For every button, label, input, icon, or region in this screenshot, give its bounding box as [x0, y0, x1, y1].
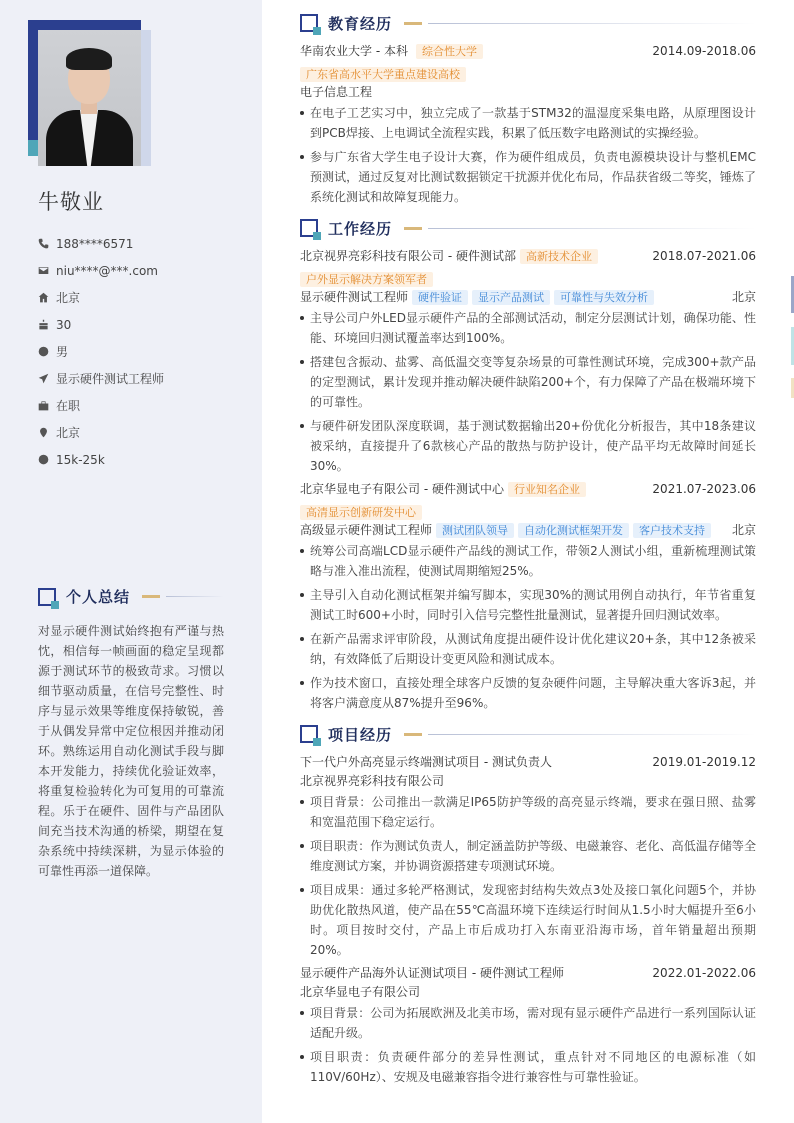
project-name-row: [300, 753, 756, 772]
section-accent-bar: [404, 22, 422, 25]
location-pin-icon: [38, 427, 56, 438]
summary-section: [38, 586, 224, 881]
education-tag: 综合性大学: [416, 44, 483, 59]
email-icon: [38, 265, 56, 276]
job-entry: [300, 247, 756, 476]
skill-tag: 硬件验证: [412, 290, 468, 305]
phone-icon: [38, 238, 56, 249]
job-city: 北京: [731, 290, 756, 304]
project-company: 北京华显电子有限公司: [300, 985, 421, 999]
skill-tag: 可靠性与失效分析: [554, 290, 654, 305]
education-bullets: [300, 103, 756, 207]
main-content: [300, 12, 756, 1097]
job-role-row: [300, 288, 756, 307]
section-divider: [428, 23, 756, 24]
list-item: 在新产品需求评审阶段，从测试角度提出硬件设计优化建议20+条，其中12条被采纳，有效降低了后期设计变更风险和测试成本。: [300, 629, 756, 669]
section-divider: [428, 228, 756, 229]
job-bullets: [300, 308, 756, 476]
education-row: [300, 42, 756, 61]
info-gender-text: 男: [56, 345, 69, 359]
info-gender: [38, 338, 164, 365]
section-square-icon: [300, 725, 318, 743]
info-salary-text: 15k-25k: [56, 452, 105, 467]
section-divider: [428, 734, 756, 735]
projects-section: [300, 723, 756, 1087]
skill-tag: 测试团队领导: [436, 523, 514, 538]
home-icon: [38, 292, 56, 303]
job-date: 2021.07-2023.06: [652, 482, 756, 496]
list-item: 项目职责：负责硬件部分的差异性测试，重点针对不同地区的电源标准（如110V/60Hz）、安规及电磁兼容指令进行兼容性与可靠性验证。: [300, 1047, 756, 1087]
info-phone-text: 188****6571: [56, 236, 134, 251]
send-icon: [38, 373, 56, 384]
project-bullets: [300, 1003, 756, 1087]
company-tag: 高新技术企业: [520, 249, 598, 264]
profile-photo: [38, 30, 141, 166]
section-accent-bar: [404, 227, 422, 230]
education-title: 教育经历: [328, 14, 393, 33]
list-item: 主导公司户外LED显示硬件产品的全部测试活动，制定分层测试计划，确保功能、性能、环境回归测试覆盖率达到100%。: [300, 308, 756, 348]
list-item: 搭建包含振动、盐雾、高低温交变等复杂场景的可靠性测试环境，完成300+款产品的定型测试，累计发现并推动解决硬件缺陷200+个，有力保障了产品在极端环境下的可靠性。: [300, 352, 756, 412]
info-age-text: 30: [56, 317, 72, 332]
info-target-position: [38, 365, 164, 392]
info-email-text: niu****@***.com: [56, 263, 158, 278]
job-company-row: [300, 247, 756, 266]
education-date: 2014.09-2018.06: [652, 44, 756, 58]
job-city: 北京: [731, 523, 756, 537]
work-section: [300, 217, 756, 713]
info-phone: [38, 230, 164, 257]
project-company: 北京视界亮彩科技有限公司: [300, 774, 445, 788]
company-tag-line: [300, 501, 756, 520]
section-square-icon: [300, 14, 318, 32]
list-item: 与硬件研发团队深度联调，基于测试数据输出20+份优化分析报告，其中18条建议被采纳，直接提升了6款核心产品的散热与防护设计，使产品平均无故障时间延长30%。: [300, 416, 756, 476]
education-tag-line: [300, 63, 756, 82]
sidebar: [0, 0, 262, 1123]
section-square-icon: [38, 588, 56, 606]
gender-icon: [38, 346, 56, 357]
education-school: 华南农业大学 - 本科: [300, 44, 408, 58]
photo-frame-accent: [28, 140, 38, 156]
info-status-text: 在职: [56, 399, 81, 413]
project-entry: [300, 964, 756, 1087]
info-hometown: [38, 284, 164, 311]
salary-icon: [38, 454, 56, 465]
education-tag: 广东省高水平大学重点建设高校: [300, 67, 466, 82]
info-target-city-text: 北京: [56, 426, 81, 440]
contact-info-list: [38, 230, 164, 473]
projects-header: [300, 723, 756, 745]
job-role-row: [300, 521, 756, 540]
job-company: 北京华显电子有限公司 - 硬件测试中心: [300, 482, 504, 496]
project-date: 2019.01-2019.12: [652, 755, 756, 769]
project-date: 2022.01-2022.06: [652, 966, 756, 980]
job-entry: [300, 480, 756, 713]
education-header: [300, 12, 756, 34]
list-item: 在电子工艺实习中，独立完成了一款基于STM32的温湿度采集电路，从原理图设计到PCB焊接、上电调试全流程实践，积累了低压数字电路测试的实操经验。: [300, 103, 756, 143]
list-item: 作为技术窗口，直接处理全球客户反馈的复杂硬件问题，主导解决重大客诉3起，并将客户满意度从87%提升至96%。: [300, 673, 756, 713]
project-name: 下一代户外高亮显示终端测试项目 - 测试负责人: [300, 755, 552, 769]
job-role: 高级显示硬件测试工程师: [300, 523, 433, 537]
list-item: 项目成果：通过多轮严格测试，发现密封结构失效点3处及接口氧化问题5个，并协助优化散热风道，使产品在55℃高温环境下连续运行时间从1.5小时大幅提升至6小时。项目按时交付，产品上市后成功打入东南亚沿海市场，首年销量超出预期20%。: [300, 880, 756, 960]
education-section: [300, 12, 756, 207]
projects-title: 项目经历: [328, 725, 393, 744]
skill-tag: 自动化测试框架开发: [518, 523, 629, 538]
job-bullets: [300, 541, 756, 713]
list-item: 项目职责：作为测试负责人，制定涵盖防护等级、电磁兼容、老化、高低温存储等全维度测试方案，并协调资源搭建专项测试环境。: [300, 836, 756, 876]
skill-tag: 客户技术支持: [633, 523, 711, 538]
job-role: 显示硬件测试工程师: [300, 290, 409, 304]
project-bullets: [300, 792, 756, 960]
job-date: 2018.07-2021.06: [652, 249, 756, 263]
work-header: [300, 217, 756, 239]
project-entry: [300, 753, 756, 960]
job-company: 北京视界亮彩科技有限公司 - 硬件测试部: [300, 249, 516, 263]
job-company-row: [300, 480, 756, 499]
summary-header: [38, 586, 224, 607]
info-salary: [38, 446, 164, 473]
education-major: 电子信息工程: [300, 85, 373, 99]
section-square-icon: [300, 219, 318, 237]
info-status: [38, 392, 164, 419]
company-tag: 户外显示解决方案领军者: [300, 272, 433, 287]
company-tag-line: [300, 268, 756, 287]
summary-title: 个人总结: [66, 588, 131, 606]
info-hometown-text: 北京: [56, 291, 81, 305]
info-email: [38, 257, 164, 284]
summary-text: 对显示硬件测试始终抱有严谨与热忱，相信每一帧画面的稳定呈现都源于测试环节的极致苛求。习惯以细节驱动质量，在信号完整性、时序与显示效果等维度保持敏锐，善于从偶发异常中定位根因并推动闭环。熟练运用自动化测试手段与脚本开发能力，持续优化验证效率，将重复检验转化为可复用的可靠流程。乐于在硬件、固件与产品团队间充当技术沟通的桥梁，期望在复杂系统中持续深耕，为显示体验的可靠性再添一道保障。: [38, 624, 224, 878]
candidate-name: 牛敬业: [38, 190, 104, 214]
list-item: 统筹公司高端LCD显示硬件产品线的测试工作，带领2人测试小组，重新梳理测试策略与准入准出流程，使测试周期缩短25%。: [300, 541, 756, 581]
cake-icon: [38, 319, 56, 330]
briefcase-icon: [38, 400, 56, 411]
info-target-city: [38, 419, 164, 446]
section-accent-bar: [142, 595, 160, 598]
project-name-row: [300, 964, 756, 983]
project-name: 显示硬件产品海外认证测试项目 - 硬件测试工程师: [300, 966, 564, 980]
skill-tag: 显示产品测试: [472, 290, 550, 305]
work-title: 工作经历: [328, 219, 393, 238]
section-divider: [166, 596, 224, 597]
company-tag: 行业知名企业: [508, 482, 586, 497]
list-item: 项目背景：公司推出一款满足IP65防护等级的高亮显示终端，要求在强日照、盐雾和宽温范围下稳定运行。: [300, 792, 756, 832]
info-target-position-text: 显示硬件测试工程师: [56, 372, 165, 386]
section-accent-bar: [404, 733, 422, 736]
company-tag: 高清显示创新研发中心: [300, 505, 422, 520]
list-item: 参与广东省大学生电子设计大赛，作为硬件组成员，负责电源模块设计与整机EMC预测试，通过反复对比测试数据锁定干扰源并优化布局，作品获省级二等奖，锤炼了系统化测试和故障复现能力。: [300, 147, 756, 207]
info-age: [38, 311, 164, 338]
list-item: 主导引入自动化测试框架并编写脚本，实现30%的测试用例自动执行，年节省重复测试工时600+小时，同时引入信号完整性批量测试，显著提升回归测试效率。: [300, 585, 756, 625]
list-item: 项目背景：公司为拓展欧洲及北美市场，需对现有显示硬件产品进行一系列国际认证适配升级。: [300, 1003, 756, 1043]
